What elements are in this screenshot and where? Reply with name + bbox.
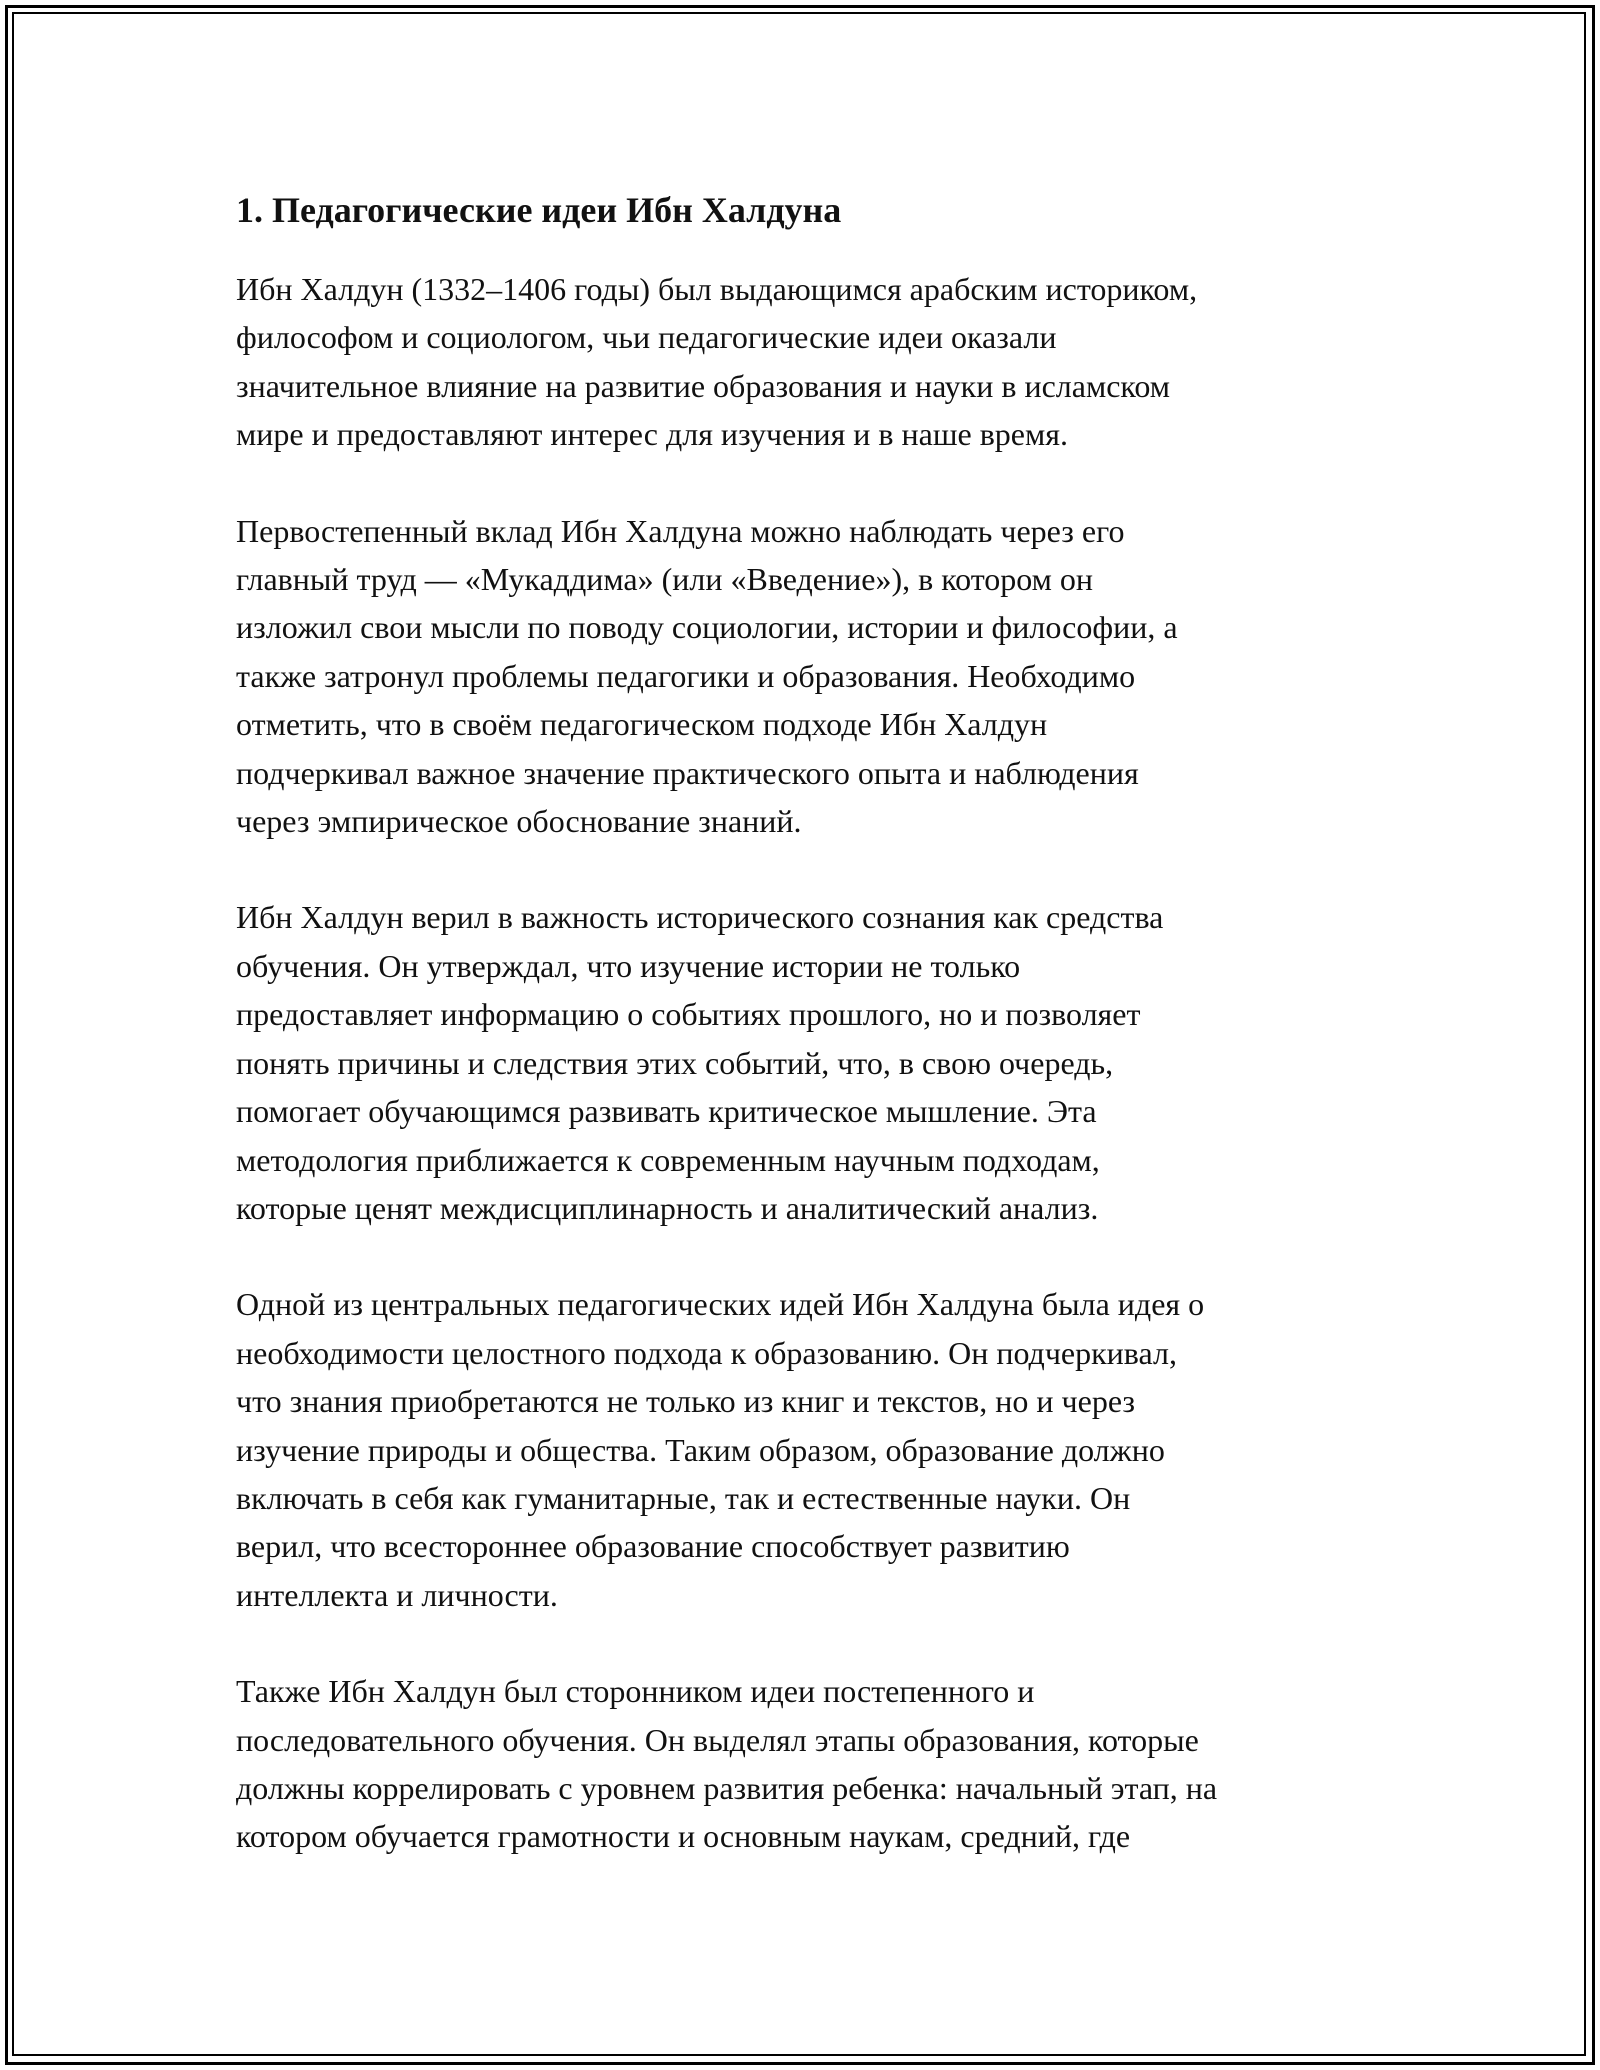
text-line: значительное влияние на развитие образования и науки в исламском: [236, 367, 1170, 404]
text-line: Первостепенный вклад Ибн Халдуна можно наблюдать через его: [236, 512, 1125, 549]
text-line: необходимости целостного подхода к образованию. Он подчеркивал,: [236, 1334, 1177, 1371]
text-line: методология приближается к современным научным подходам,: [236, 1141, 1100, 1178]
text-line: подчеркивал важное значение практического опыта и наблюдения: [236, 754, 1139, 791]
text-line: верил, что всестороннее образование способствует развитию: [236, 1528, 1070, 1565]
text-line: котором обучается грамотности и основным наукам, средний, где: [236, 1818, 1131, 1855]
text-line: Ибн Халдун верил в важность исторического сознания как средства: [236, 899, 1164, 936]
text-line: которые ценят междисциплинарность и аналитический анализ.: [236, 1189, 1099, 1226]
text-line: Также Ибн Халдун был сторонником идеи постепенного и: [236, 1673, 1035, 1710]
paragraph-1: [236, 265, 1376, 459]
paragraph-3: [236, 893, 1376, 1232]
text-line: последовательного обучения. Он выделял этапы образования, которые: [236, 1721, 1199, 1758]
text-line: изучение природы и общества. Таким образом, образование должно: [236, 1431, 1165, 1468]
paragraph-2: [236, 507, 1376, 846]
text-line: предоставляет информацию о событиях прошлого, но и позволяет: [236, 996, 1141, 1033]
text-line: интеллекта и личности.: [236, 1576, 558, 1613]
text-line: что знания приобретаются не только из книг и текстов, но и через: [236, 1383, 1136, 1420]
paragraph-5: [236, 1667, 1376, 1861]
text-line: отметить, что в своём педагогическом подходе Ибн Халдун: [236, 706, 1048, 743]
text-line: должны коррелировать с уровнем развития ребенка: начальный этап, на: [236, 1769, 1218, 1806]
text-line: обучения. Он утверждал, что изучение истории не только: [236, 947, 1021, 984]
document-body: [236, 186, 1376, 1909]
text-line: также затронул проблемы педагогики и образования. Необходимо: [236, 657, 1136, 694]
paragraph-4: [236, 1280, 1376, 1619]
text-line: помогает обучающимся развивать критическое мышление. Эта: [236, 1093, 1097, 1130]
text-line: Ибн Халдун (1332–1406 годы) был выдающимся арабским историком,: [236, 271, 1198, 307]
text-line: изложил свои мысли по поводу социологии, истории и философии, а: [236, 609, 1178, 646]
text-line: через эмпирическое обоснование знаний.: [236, 803, 802, 840]
text-line: Одной из центральных педагогических идей Ибн Халдуна была идея о: [236, 1286, 1205, 1323]
text-line: мире и предоставляют интерес для изучения и в наше время.: [236, 416, 1068, 453]
text-line: включать в себя как гуманитарные, так и естественные науки. Он: [236, 1479, 1131, 1516]
text-line: понять причины и следствия этих событий, что, в свою очередь,: [236, 1044, 1114, 1081]
section-title: 1. Педагогические идеи Ибн Халдуна: [236, 190, 842, 230]
text-line: философом и социологом, чьи педагогические идеи оказали: [236, 319, 1057, 356]
text-line: главный труд — «Мукаддима» (или «Введение»), в котором он: [236, 561, 1094, 598]
